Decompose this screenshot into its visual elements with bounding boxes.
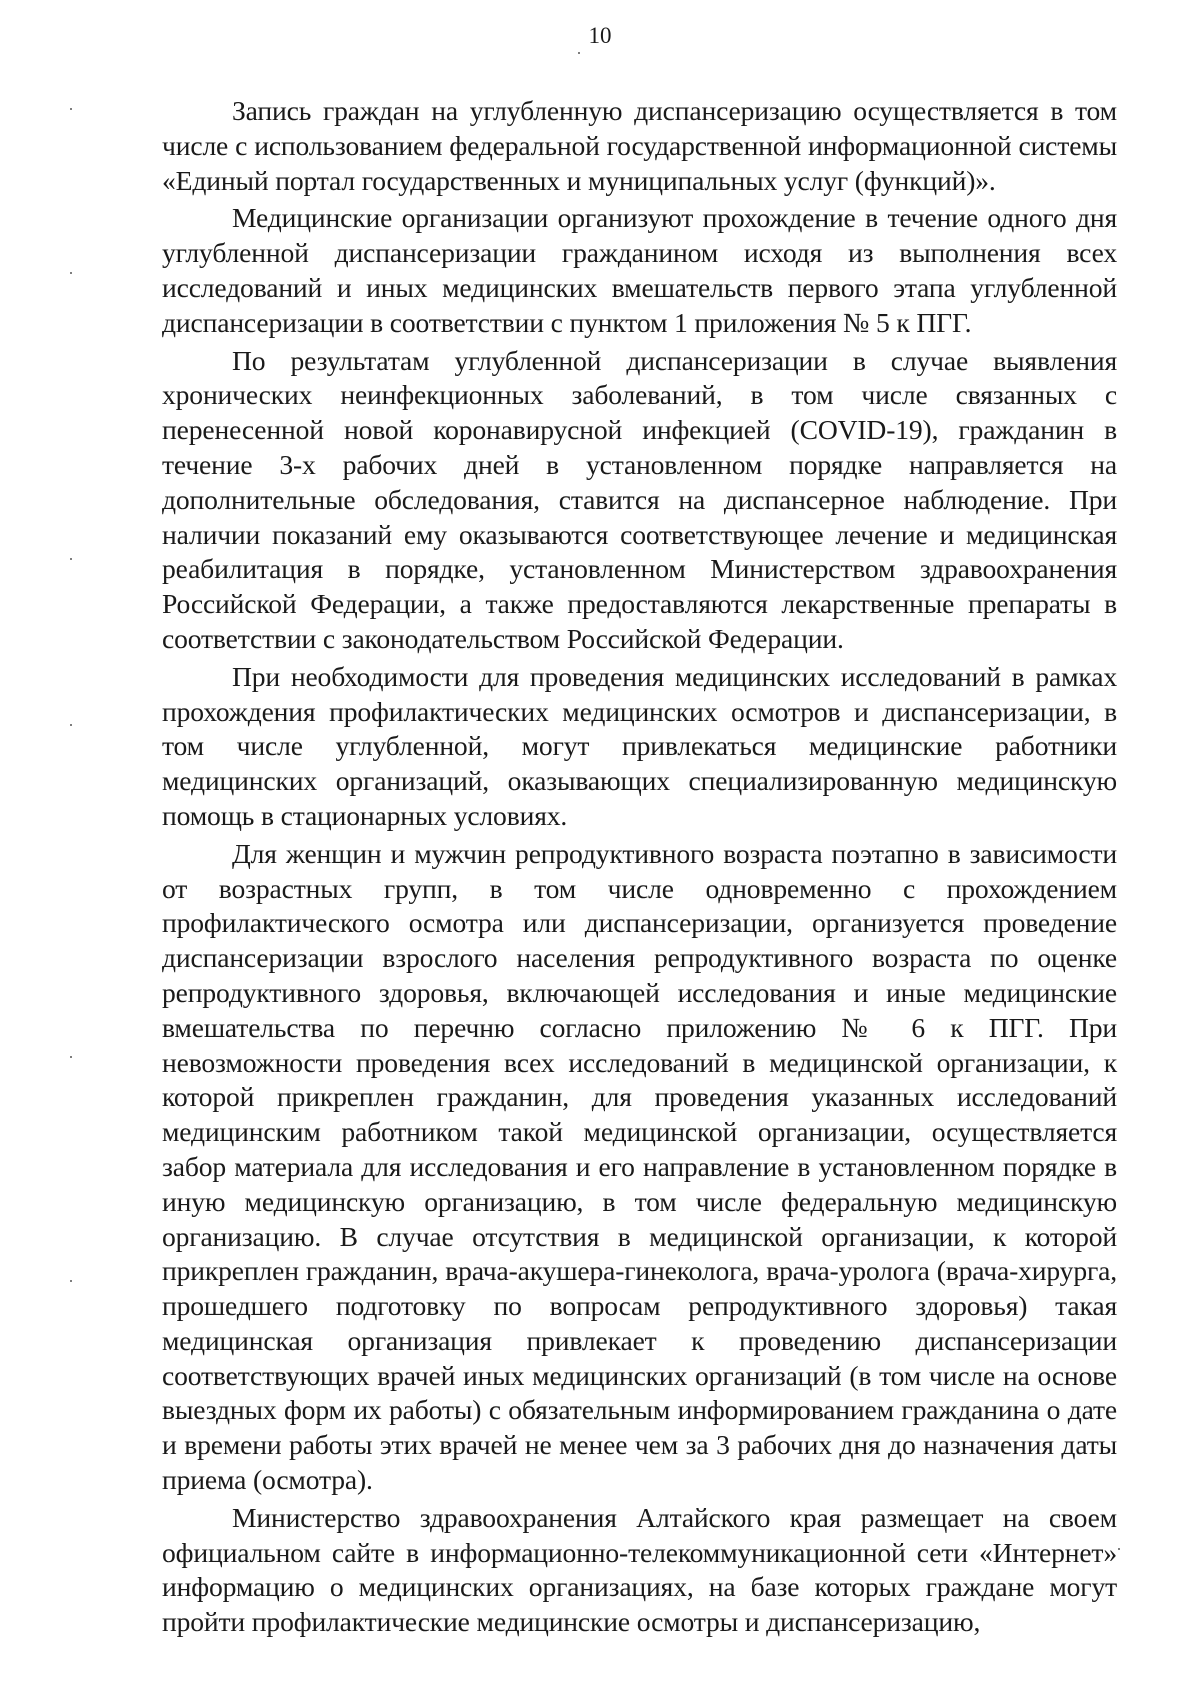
scan-speck — [70, 272, 72, 274]
paragraph-reproductive-health: Для женщин и мужчин репродуктивного возраста поэтапно в зависимости от возрастных групп, в том числе одновременно с прохождением профилактического осмотра или диспансеризации, организуется проведение диспансеризации взрослого населения репродуктивного возраста по оценке репродуктивного здоровья, включающей исследования и иные медицинские вмешательства по перечню согласно приложению № 6 к ПГГ. При невозможности проведения всех исследований в медицинской организации, к которой прикреплен гражданин, для проведения указанных исследований медицинским работником такой медицинской организации, осуществляется забор материала для исследования и его направление в установленном порядке в иную медицинскую организацию, в том числе федеральную медицинскую организацию. В случае отсутствия в медицинской организации, к которой прикреплен гражданин, врача-акушера-гинеколога, врача-уролога (врача-хирурга, прошедшего подготовку по вопросам репродуктивного здоровья) такая медицинская организация привлекает к проведению диспансеризации соответствующих врачей иных медицинских организаций (в том числе на основе выездных форм их работы) с обязательным информированием гражданина о дате и времени работы этих врачей не менее чем за 3 рабочих дня до назначения даты приема (осмотра). — [162, 837, 1117, 1496]
scan-speck — [578, 52, 580, 54]
paragraph-one-day-exam: Медицинские организации организуют прохождение в течение одного дня углубленной диспансеризации гражданином исходя из выполнения всех исследований и иных медицинских вмешательств первого этапа углубленной диспансеризации в соответствии с пунктом 1 приложения № 5 к ПГГ. — [162, 202, 1117, 338]
scan-speck — [70, 108, 72, 110]
scan-speck — [70, 1056, 72, 1058]
paragraph-ministry-website: Министерство здравоохранения Алтайского края размещает на своем официальном сайте в информационно-телекоммуникационной сети «Интернет» информацию о медицинских организациях, на базе которых граждане могут пройти профилактические медицинские осмотры и диспансеризацию, — [162, 1501, 1117, 1638]
scan-speck — [70, 1280, 72, 1282]
paragraph-enrollment: Запись граждан на углубленную диспансеризацию осуществляется в том числе с использованием федеральной государственной информационной системы «Единый портал государственных и муниципальных услуг (функций)». — [162, 95, 1117, 196]
paragraph-exam-results: По результатам углубленной диспансеризации в случае выявления хронических неинфекционных заболеваний, в том числе связанных с перенесенной новой коронавирусной инфекцией (COVID-19), гражданин в течение 3-х рабочих дней в установленном порядке направляется на дополнительные обследования, ставится на диспансерное наблюдение. При наличии показаний ему оказываются соответствующее лечение и медицинская реабилитация в порядке, установленном Министерством здравоохранения Российской Федерации, а также предоставляются лекарственные препараты в соответствии с законодательством Российской Федерации. — [162, 344, 1117, 654]
scan-speck — [70, 558, 72, 560]
page-number: 10 — [588, 23, 612, 48]
scan-speck — [70, 724, 72, 726]
document-body — [162, 94, 1117, 1640]
paragraph-specialist-involvement: При необходимости для проведения медицинских исследований в рамках прохождения профилактических медицинских осмотров и диспансеризации, в том числе углубленной, могут привлекаться медицинские работники медицинских организаций, оказывающих специализированную медицинскую помощь в стационарных условиях. — [162, 660, 1117, 831]
scan-speck — [1118, 1548, 1120, 1550]
